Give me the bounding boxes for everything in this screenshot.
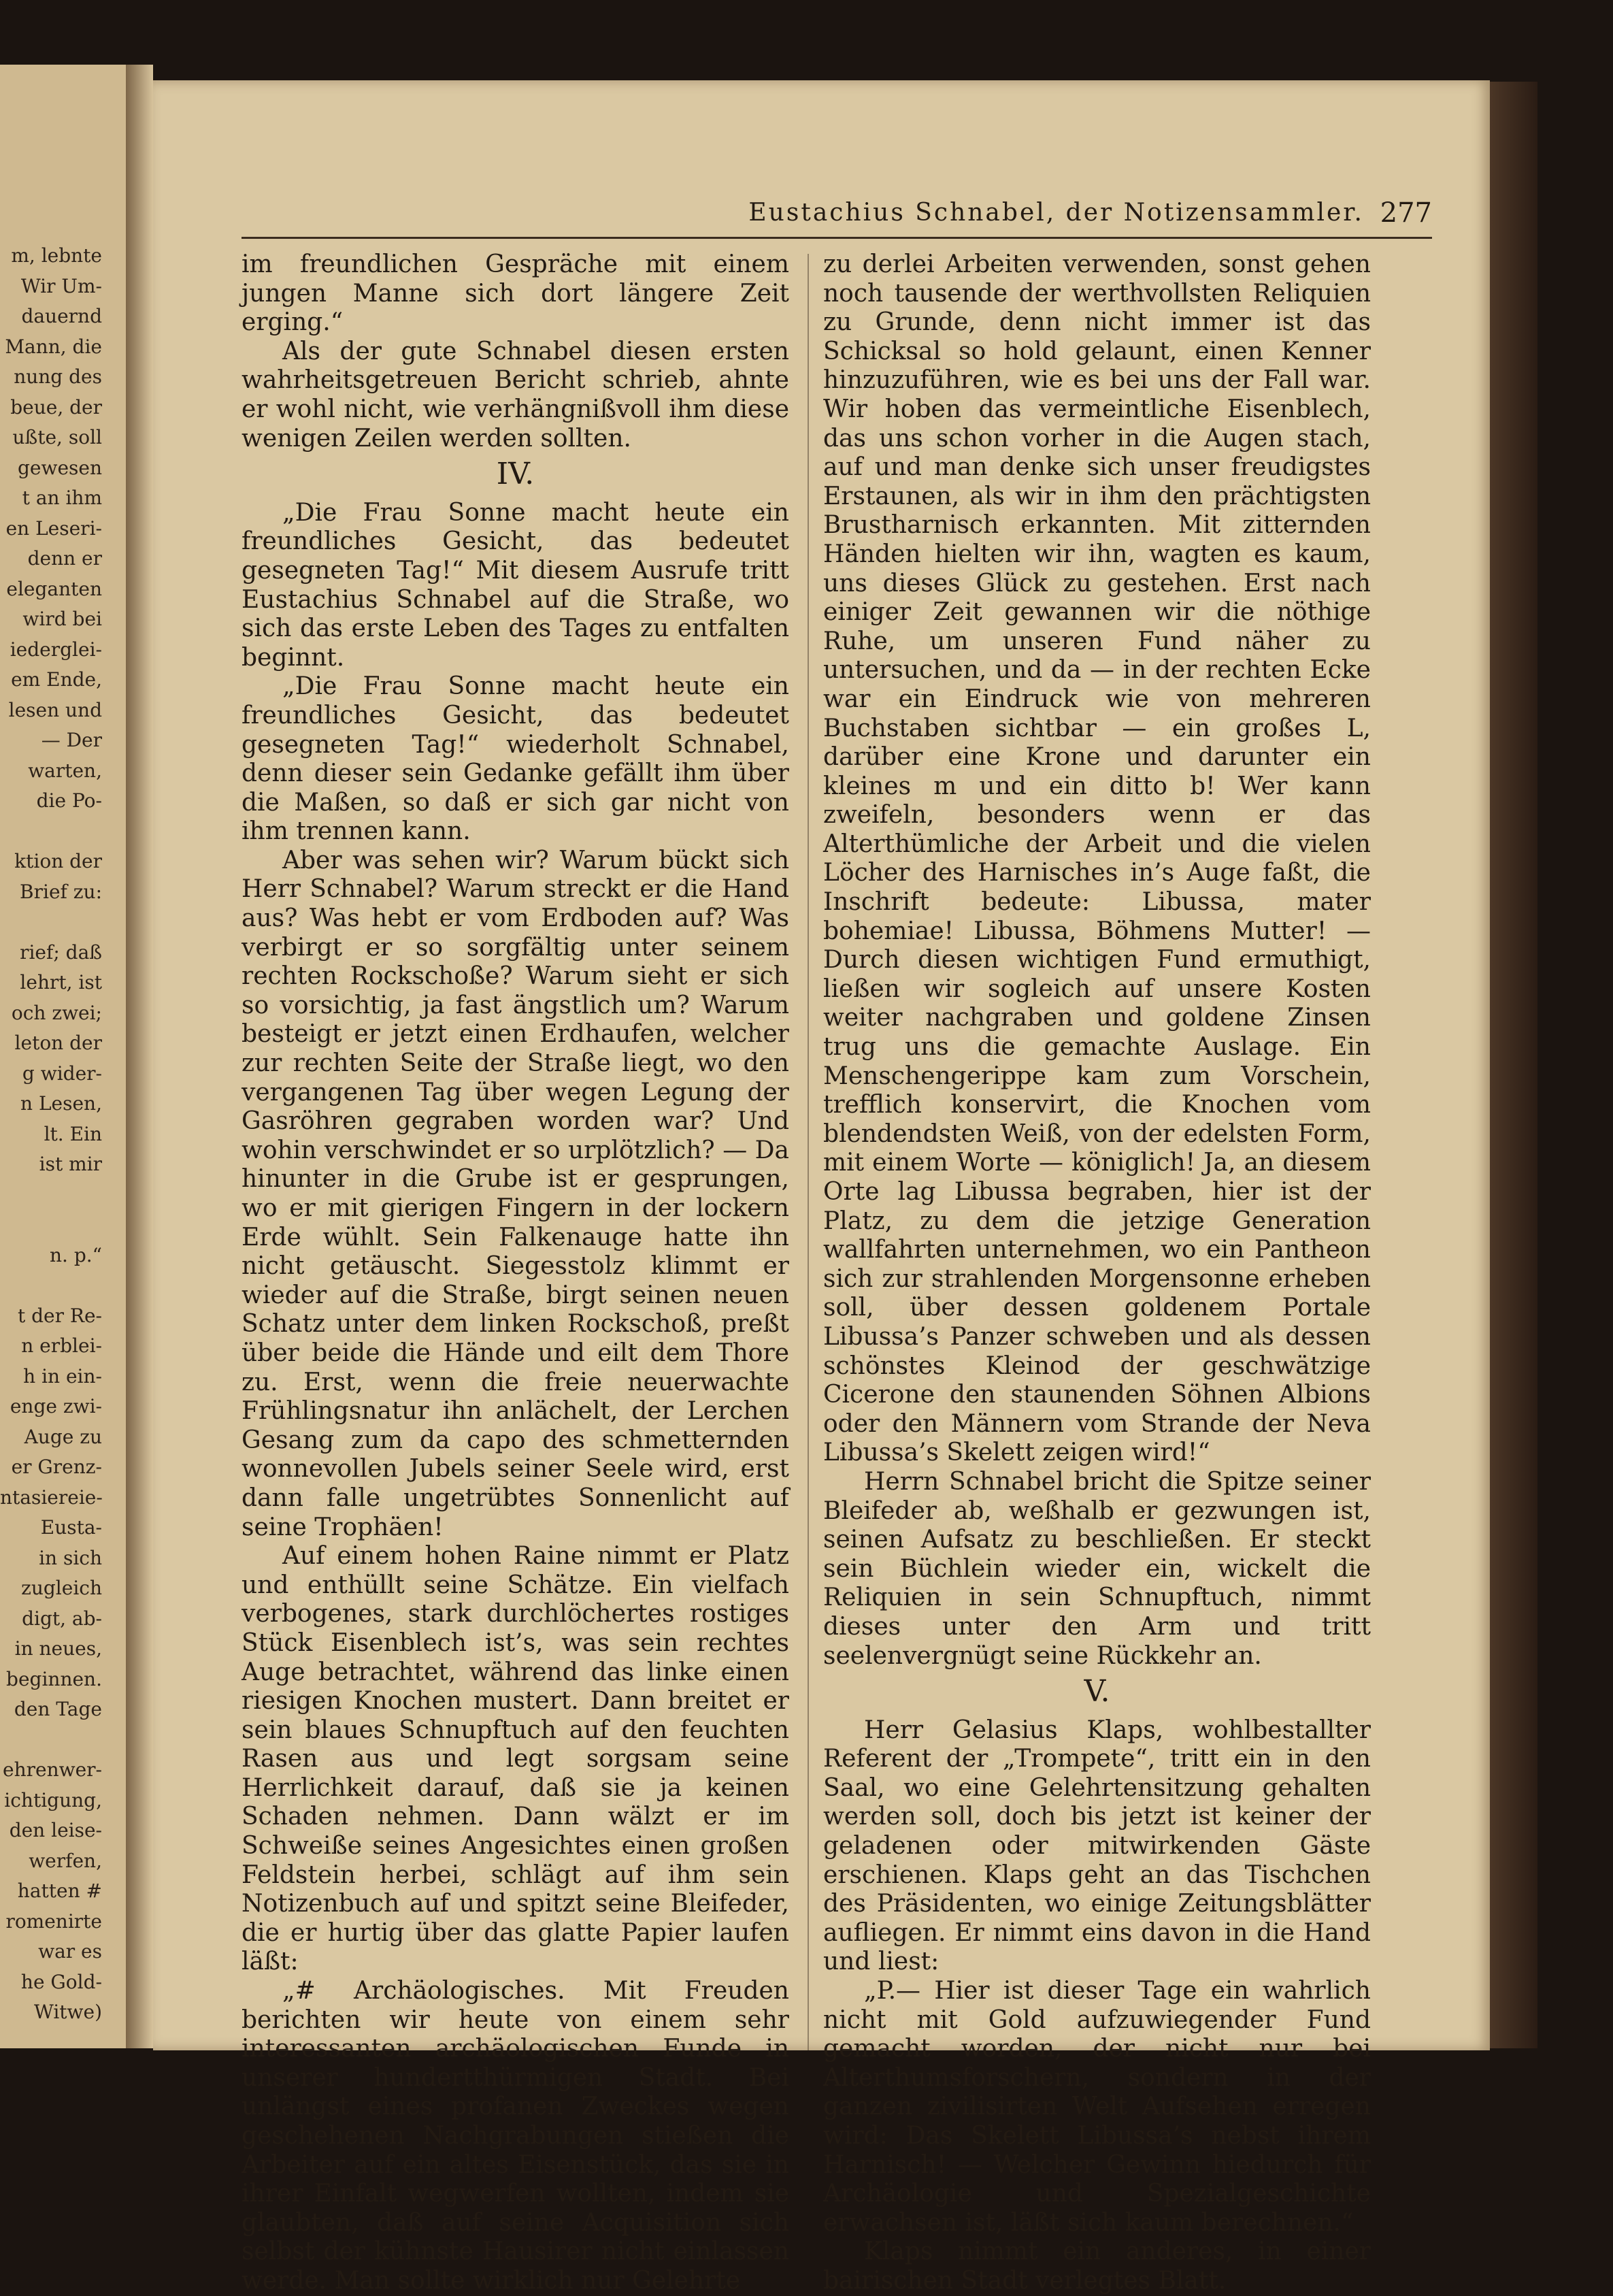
left-page-line-fragment: lehrt, ist <box>20 971 102 994</box>
left-page-line-fragment: leton der <box>14 1032 102 1054</box>
left-page-line-fragment: digt, ab- <box>22 1607 102 1630</box>
left-page-line-fragment: ist mir <box>39 1153 102 1175</box>
left-page-line-fragment: g wider- <box>22 1062 102 1085</box>
left-page-line-fragment: en Leseri- <box>5 516 102 540</box>
page-number: 277 <box>1380 197 1432 229</box>
left-page-line-fragment: die Po- <box>36 789 102 812</box>
paragraph: Auf einem hohen Raine nimmt er Platz und enthüllt seine Schätze. Ein vielfach verbogenes, stark durchlöchertes rostiges Stück Eisenblech ist’s, was sein rechtes Auge betrachtet, während das linke einen riesigen Knochen mustert. Dann breitet er sein blaues Schnupftuch auf den feuchten Rasen aus und legt sorgsam seine Herrlichkeit darauf, daß sie ja keinen Schaden nehmen. Dann wälzt er im Schweiße seines Angesichtes einen großen Feldstein herbei, schlägt auf ihm sein Notizenbuch auf und spitzt seine Bleifeder, die er hurtig über das glatte Papier laufen läßt: <box>242 1542 789 1976</box>
left-page-line-fragment: Brief zu: <box>20 880 102 903</box>
left-page-line-fragment: ichtigung, <box>4 1788 102 1811</box>
book-cover-edge <box>1490 82 1537 2048</box>
left-page-line-fragment: ktion der <box>14 850 102 872</box>
left-page-line-fragment: ußte, soll <box>12 426 102 448</box>
column-divider <box>808 254 809 2050</box>
left-page-line-fragment: iederglei- <box>10 638 102 661</box>
section-heading: IV. <box>496 457 535 492</box>
left-page-line-fragment: Auge zu <box>24 1425 102 1448</box>
book-page <box>153 80 1490 2295</box>
left-page-line-fragment: beue, der <box>10 395 102 419</box>
left-text-column <box>242 250 789 2296</box>
left-page-line-fragment: den Tage <box>14 1698 102 1720</box>
left-page-line-fragment: m, lebnte <box>11 244 102 267</box>
page-header <box>242 189 1432 239</box>
running-head: Eustachius Schnabel, der Notizensammler. <box>748 199 1364 227</box>
left-page-line-fragment: — Der <box>41 729 102 751</box>
paragraph: Als der gute Schnabel diesen ersten wahrheitsgetreuen Bericht schrieb, ahnte er wohl nicht, wie verhängnißvoll ihm diese wenigen Zeilen werden sollten. <box>242 337 789 453</box>
left-page-line-fragment: t an ihm <box>22 487 102 509</box>
paragraph: im freundlichen Gespräche mit einem jungen Manne sich dort längere Zeit erging.“ <box>242 250 789 337</box>
left-page-line-fragment: zugleich <box>21 1577 102 1599</box>
left-page-line-fragment: he Gold- <box>20 1970 102 1993</box>
left-page-line-fragment: lt. Ein <box>44 1122 102 1145</box>
left-page-line-fragment: nung des <box>14 365 102 388</box>
left-page-line-fragment: eleganten <box>6 577 102 600</box>
left-page-line-fragment: Mann, die <box>5 335 102 358</box>
paragraph: Herr Gelasius Klaps, wohlbestallter Referent der „Trompete“, tritt ein in den Saal, wo eine Gelehrtensitzung gehalten werden soll, doch bis jetzt ist keiner der geladenen oder mitwirkenden Gäste erschienen. Klaps geht an das Tischchen des Präsidenten, wo einige Zeitungsblätter aufliegen. Er nimmt eins davon in die Hand und liest: <box>823 1716 1371 1976</box>
left-page-line-fragment: n Lesen, <box>20 1092 102 1115</box>
paragraph: zu derlei Arbeiten verwenden, sonst gehen noch tausende der werthvollsten Reliquien zu Grunde, denn nicht immer ist das Schicksal so hold gelaunt, einen Kenner hinzuzuführen, wie es bei uns der Fall war. Wir hoben das vermeintliche Eisenblech, das uns schon vorher in die Augen stach, auf und man denke sich unser freudigstes Erstaunen, als wir in ihm den prächtigsten Brustharnisch erkannten. Mit zitternden Händen hielten wir ihn, wagten es kaum, uns dieses Glück zu gestehen. Erst nach einiger Zeit gewannen wir die nöthige Ruhe, um unseren Fund näher zu untersuchen, und da — in der rechten Ecke war ein Eindruck wie von mehreren Buchstaben sichtbar — ein großes L, darüber eine Krone und darunter ein kleines m und ein ditto b! Wer kann zweifeln, besonders wenn er das Alterthümliche der Arbeit und die vielen Löcher des Harnisches in’s Auge faßt, die Inschrift bedeute: Libussa, mater bohemiae! Libussa, Böhmens Mutter! — Durch diesen wichtigen Fund ermuthigt, ließen wir sogleich auf unsere Kosten weiter nachgraben und goldene Zinsen trug uns die gemachte Auslage. Ein Menschengerippe kam zum Vorschein, trefflich konservirt, die Knochen vom blendendsten Weiß, von der edelsten Form, mit einem Worte — königlich! Ja, an diesem Orte lag Libussa begraben, hier ist der Platz, zu dem die jetzige Generation wallfahrten unternehmen, wo ein Pantheon sich zur strahlenden Morgensonne erheben soll, über dessen goldenem Portale Libussa’s Panzer schweben und als dessen schönstes Kleinod der geschwätzige Cicerone den staunenden Söhnen Albions oder den Männern vom Strande der Neva Libussa’s Skelett zeigen wird!“ <box>823 250 1371 1467</box>
left-page-line-fragment: dauernd <box>21 305 102 327</box>
paragraph: „Die Frau Sonne macht heute ein freundliches Gesicht, das bedeutet gesegneten Tag!“ Mit diesem Ausrufe tritt Eustachius Schnabel auf die Straße, wo sich das erste Leben des Tages zu entfalten beginnt. <box>242 498 789 672</box>
left-page-line-fragment: werfen, <box>29 1849 102 1872</box>
paragraph: Klaps nimmt ein anderes, in einer bairischen Stadt verlegtes Blatt. <box>823 2237 1371 2295</box>
left-page-line-fragment: den leise- <box>9 1819 102 1841</box>
left-page-line-fragment: in sich <box>39 1546 102 1569</box>
left-page-line-fragment: ehrenwer- <box>3 1758 102 1781</box>
left-page-line-fragment: er Grenz- <box>11 1456 102 1478</box>
section-heading: V. <box>1084 1674 1110 1709</box>
left-page-line-fragment: Wir Um- <box>20 274 102 297</box>
paragraph: „Die Frau Sonne macht heute ein freundliches Gesicht, das bedeutet gesegneten Tag!“ wiederholt Schnabel, denn dieser sein Gedanke gefällt ihm über die Maßen, so daß er sich gar nicht von ihm trennen kann. <box>242 672 789 846</box>
left-page-line-fragment: wird bei <box>22 608 102 630</box>
left-page-line-fragment: gewesen <box>17 456 102 479</box>
left-page-line-fragment: war es <box>38 1940 102 1963</box>
left-page-line-fragment: h in ein- <box>23 1364 102 1388</box>
left-page-line-fragment: Eusta- <box>40 1516 102 1539</box>
right-text-column <box>823 250 1371 2296</box>
left-page-line-fragment: in neues, <box>14 1637 102 1660</box>
left-page-line-fragment: Witwe) <box>34 2001 102 2023</box>
left-page-line-fragment: beginnen. <box>6 1667 102 1690</box>
left-page-line-fragment: warten, <box>28 759 102 782</box>
paragraph: Aber was sehen wir? Warum bückt sich Herr Schnabel? Warum streckt er die Hand aus? Was hebt er vom Erdboden auf? Was verbirgt er so sorgfältig unter seinem rechten Rockschoße? Warum sieht er sich so vorsichtig, ja fast ängstlich um? Warum besteigt er jetzt einen Erdhaufen, welcher zur rechten Seite der Straße liegt, wo den vergangenen Tag über wegen Legung der Gasröhren gegraben worden war? Und wohin verschwindet er so urplötzlich? — Da hinunter in die Grube ist er gesprungen, wo er mit gierigen Fingern in der lockern Erde wühlt. Sein Falkenauge hatte ihn nicht getäuscht. Siegesstolz klimmt er wieder auf die Straße, birgt seinen neuen Schatz unter dem linken Rockschoß, preßt über beide die Hände und eilt dem Thore zu. Erst, wenn die freie neuerwachte Frühlingsnatur ihn anlächelt, der Lerchen Gesang zum da capo des schmetternden wonnevollen Jubels seiner Seele wird, erst dann falle ungetrübtes Sonnenlicht auf seine Trophäen! <box>242 846 789 1541</box>
paragraph: Herrn Schnabel bricht die Spitze seiner Bleifeder ab, weßhalb er gezwungen ist, seinen Aufsatz zu beschließen. Er steckt sein Büchlein wieder ein, wickelt die Reliquien in sein Schnupftuch, nimmt dieses unter den Arm und tritt seelenvergnügt seine Rückkehr an. <box>823 1467 1371 1670</box>
left-page-line-fragment: n. p.“ <box>50 1243 102 1266</box>
left-facing-page <box>0 65 130 2048</box>
left-page-line-fragment: t der Re- <box>17 1304 102 1327</box>
left-page-line-fragment: n erblei- <box>21 1334 102 1357</box>
left-page-line-fragment: och zwei; <box>11 1001 102 1024</box>
left-page-line-fragment: denn er <box>27 547 102 570</box>
left-page-line-fragment: hatten # <box>17 1880 102 1902</box>
book-gutter <box>126 65 153 2048</box>
paragraph: „P.— Hier ist dieser Tage ein wahrlich nicht mit Gold aufzuwiegender Fund gemacht worden, der nicht nur bei Alterthumsforschern, sondern in der ganzen zivilisirten Welt Aufsehen erregen wird: Das Skelett Libussa’s nebst ihrem Harnisch! — Welcher Gewinn hiedurch für Archäologie und Spezialgeschichte erwachsen ist, läßt sich kaum berechnen.“ <box>823 1977 1371 2237</box>
left-page-line-fragment: em Ende, <box>11 668 102 691</box>
left-page-line-fragment: lesen und <box>8 698 102 721</box>
left-page-line-fragment: romenirte <box>5 1909 102 1933</box>
left-page-line-fragment: enge zwi- <box>10 1395 102 1417</box>
left-page-line-fragment: ntasiereie- <box>0 1486 103 1509</box>
paragraph: „# Archäologisches. Mit Freuden berichten wir heute von einem sehr interessanten archäologischen Funde in unserer hundertthürmigen Stadt. Bei unlängst eines profanen Zweckes wegen geschehenen Nachgrabungen stießen die Arbeiter auf ein altes Eisenstück, das sie in ihrer Einfalt wegwerfen wollten, indem sie glaubten, daß auf seine Acquisition sich selbst der kühnste Hausirer nicht einlassen werde. Man sollte wirklich nur Gelehrte <box>242 1977 789 2295</box>
left-page-line-fragment: rief; daß <box>20 940 102 964</box>
